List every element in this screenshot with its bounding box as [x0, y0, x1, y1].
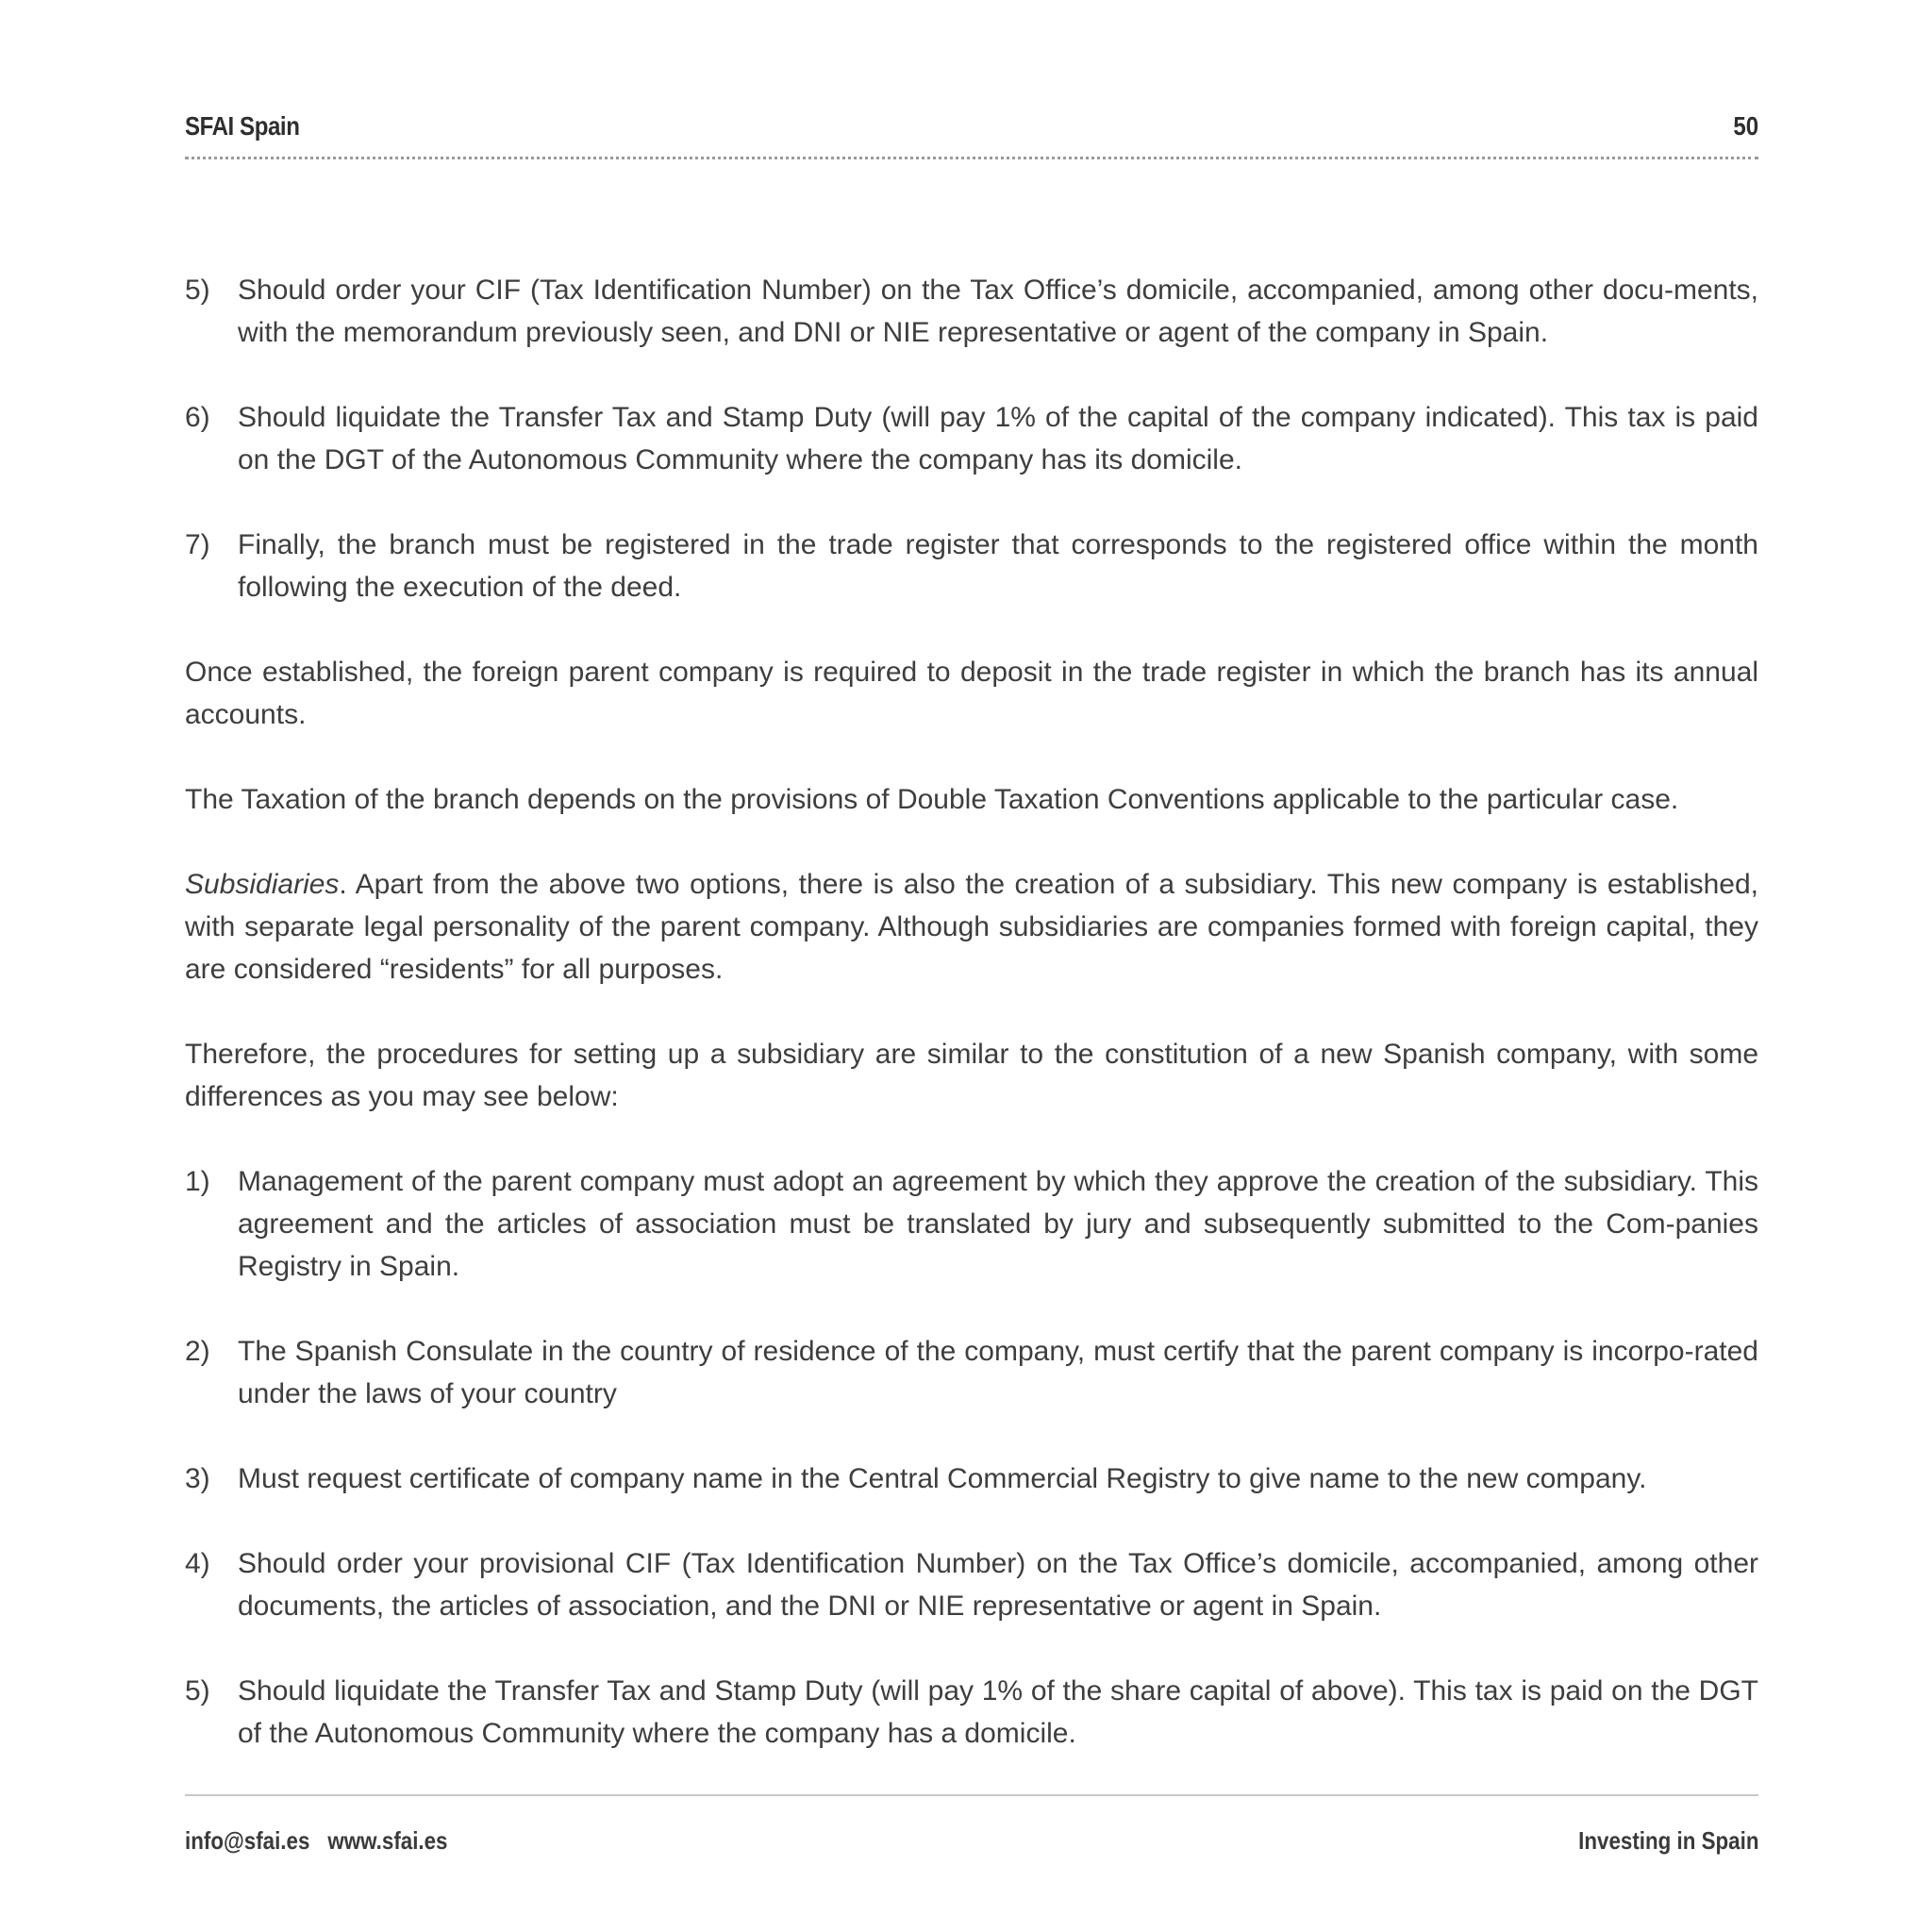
list-item	[185, 524, 1758, 608]
subsidiaries-paragraph	[185, 863, 1758, 991]
list-item-number: 5)	[185, 275, 210, 306]
list-item	[185, 269, 1758, 354]
list-item-number: 1)	[185, 1166, 210, 1197]
list-item-number: 3)	[185, 1463, 210, 1494]
list-item-number: 7)	[185, 529, 210, 560]
footer-website: www.sfai.es	[327, 1826, 448, 1855]
page-number: 50	[1733, 111, 1758, 141]
page-header	[185, 106, 1758, 147]
list-item	[185, 1160, 1758, 1288]
footer-contact	[185, 1826, 447, 1856]
page-content	[185, 269, 1758, 1797]
deposit-paragraph: Once established, the foreign parent company is required to deposit in the trade register in which the branch has its annual accounts.	[185, 657, 1758, 730]
list-item-number: 2)	[185, 1336, 210, 1367]
list-item-text: Must request certificate of company name in the Central Commercial Registry to give name to the new company.	[238, 1463, 1647, 1494]
list-item	[185, 1457, 1758, 1500]
list-item-number: 6)	[185, 402, 210, 433]
list-item-text: Should order your provisional CIF (Tax Identification Number) on the Tax Office’s domicile, accompanied, among other documents, the articles of association, and the DNI or NIE representative or agent in Spain.	[238, 1548, 1758, 1622]
header-title: SFAI Spain	[185, 111, 300, 141]
list-item	[185, 1542, 1758, 1627]
procedures-paragraph: Therefore, the procedures for setting up a subsidiary are similar to the constitution of a new Spanish company, with some differences as you may see below:	[185, 1039, 1758, 1112]
list-item-text: Should liquidate the Transfer Tax and Stamp Duty (will pay 1% of the share capital of above). This tax is paid on the DGT of the Autonomous Community where the company has a domicile.	[238, 1675, 1758, 1749]
list-item-text: Should liquidate the Transfer Tax and Stamp Duty (will pay 1% of the capital of the company indicated). This tax is paid on the DGT of the Autonomous Community where the company has its domicile.	[238, 402, 1758, 475]
list-item-number: 5)	[185, 1675, 210, 1707]
list-item	[185, 396, 1758, 481]
footer-publication: Investing in Spain	[1577, 1826, 1758, 1855]
list-item-text: The Spanish Consulate in the country of residence of the company, must certify that the parent company is incorpo-rated under the laws of your country	[238, 1336, 1758, 1409]
subsidiaries-label: Subsidiaries	[185, 869, 340, 900]
header-divider	[185, 157, 1758, 159]
list-item-text: Should order your CIF (Tax Identification Number) on the Tax Office’s domicile, accompanied, among other docu-ments, with the memorandum previously seen, and DNI or NIE representative or agent of the company in Spain.	[238, 275, 1758, 348]
list-item-text: Management of the parent company must adopt an agreement by which they approve the creation of the subsidiary. This agreement and the articles of association must be translated by jury and subsequently submitted to the Com-panies Registry in Spain.	[238, 1166, 1758, 1282]
subsidiaries-text: . Apart from the above two options, there is also the creation of a subsidiary. This new company is established, with separate legal personality of the parent company. Although subsidiaries are companies formed with foreign capital, they are considered “residents” for all purposes.	[185, 869, 1758, 985]
list-item	[185, 1670, 1758, 1755]
list-item	[185, 1330, 1758, 1415]
footer-divider	[185, 1794, 1758, 1796]
list-item-text: Finally, the branch must be registered in the trade register that corresponds to the registered office within the month following the execution of the deed.	[238, 529, 1758, 603]
footer-email: info@sfai.es	[185, 1826, 310, 1855]
taxation-paragraph: The Taxation of the branch depends on the provisions of Double Taxation Conventions applicable to the particular case.	[185, 784, 1679, 815]
list-item-number: 4)	[185, 1548, 210, 1579]
